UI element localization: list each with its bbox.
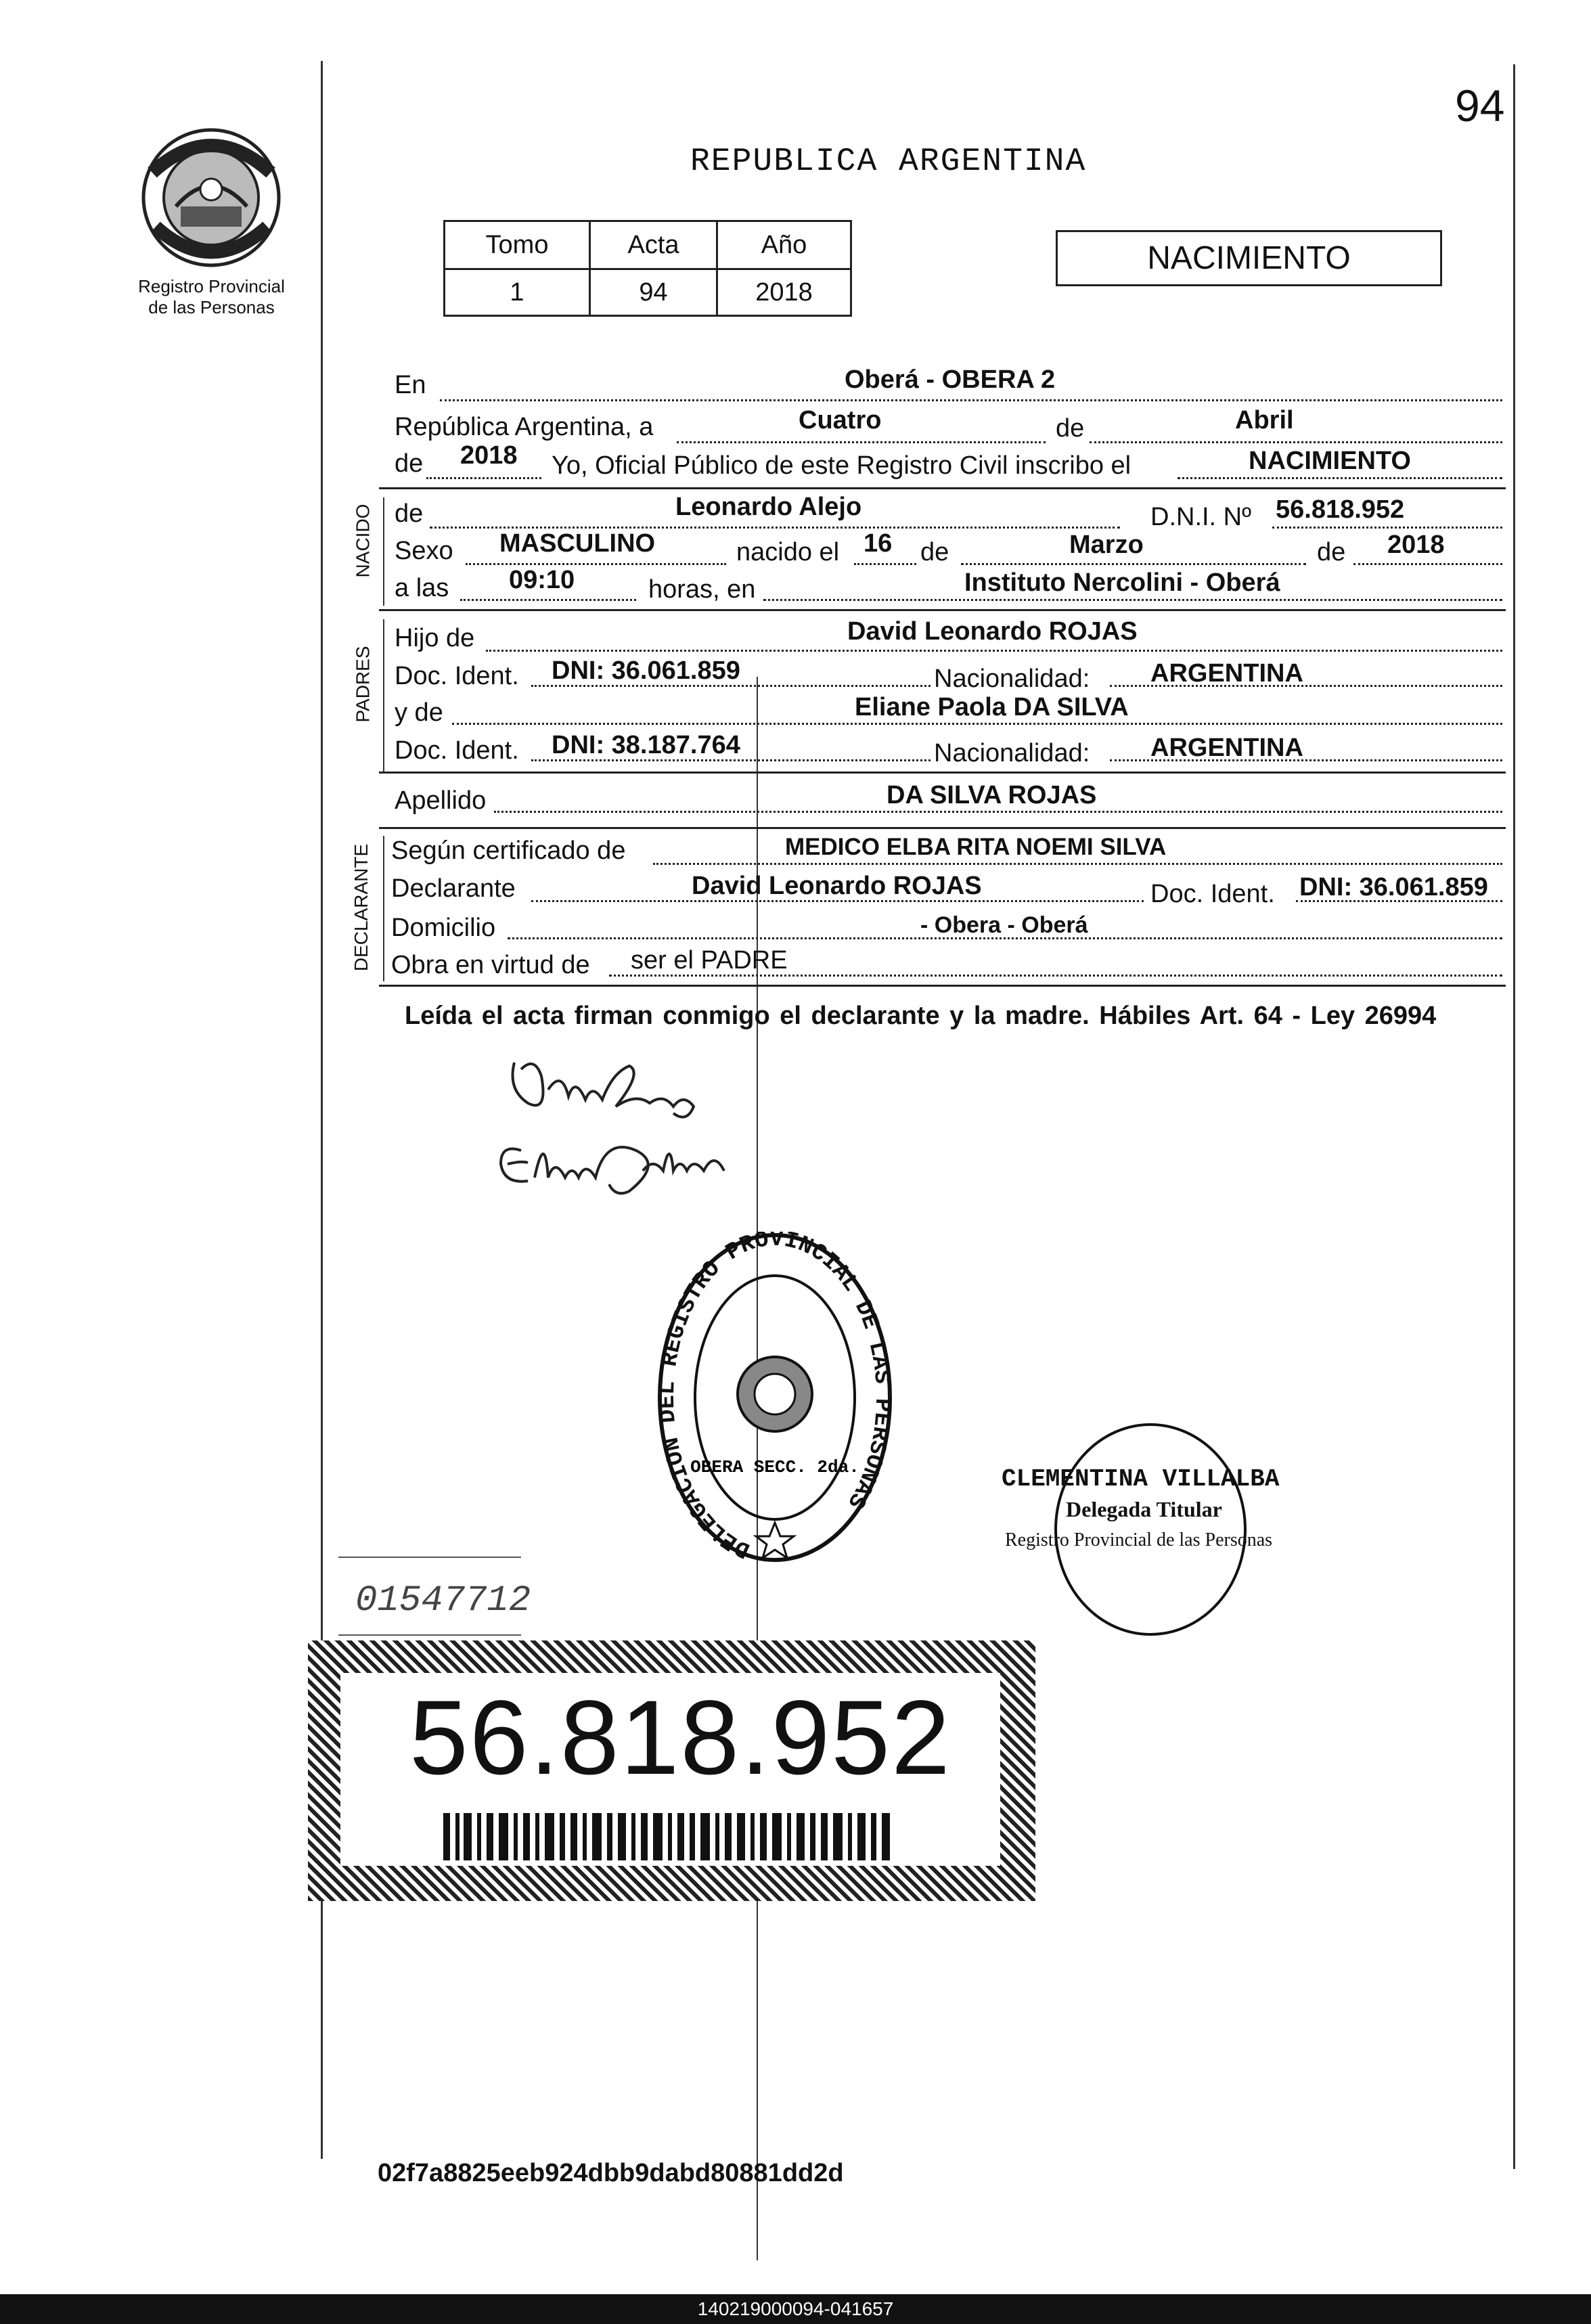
act-type-dots	[1178, 477, 1502, 479]
separator-1	[379, 487, 1506, 489]
child-dni-value: 56.818.952	[1276, 495, 1405, 524]
registry-line2: de las Personas	[148, 297, 275, 317]
separator-5	[379, 985, 1506, 987]
birth-year-value: 2018	[1387, 531, 1445, 559]
document-hash: 02f7a8825eeb924dbb9dabd80881dd2d	[378, 2159, 844, 2187]
day-value: Cuatro	[799, 406, 882, 434]
sex-value: MASCULINO	[499, 529, 656, 558]
father-nat-label: Nacionalidad:	[934, 665, 1090, 693]
tomo-header: Tomo	[445, 221, 590, 269]
day-dots	[677, 441, 1046, 443]
officer-text: Yo, Oficial Público de este Registro Civil inscribo el	[552, 451, 1131, 480]
official-title: Delegada Titular	[1066, 1497, 1222, 1521]
security-label	[308, 1640, 1035, 1901]
year-value: 2018	[460, 441, 518, 470]
father-name-value: David Leonardo ROJAS	[847, 617, 1138, 646]
declarant-doc-label: Doc. Ident.	[1150, 880, 1275, 908]
separator-4	[379, 827, 1506, 829]
register-value-row	[445, 269, 851, 316]
declarant-doc-value: DNI: 36.061.859	[1299, 873, 1488, 901]
republica-label: República Argentina, a	[395, 413, 654, 441]
a-las-label: a las	[395, 574, 449, 602]
place-value: Oberá - OBERA 2	[845, 365, 1056, 394]
child-name-dots	[430, 527, 1120, 529]
birth-year-dots	[1353, 563, 1502, 565]
label-barcode	[443, 1813, 890, 1860]
declarante-bracket	[383, 836, 384, 981]
certificate-value: MEDICO ELBA RITA NOEMI SILVA	[785, 834, 1167, 860]
padres-side-label: PADRES	[352, 646, 374, 723]
stamp-inner-text: OBERA SECC. 2da.	[690, 1457, 859, 1477]
separator-3	[379, 772, 1506, 774]
mother-nat-label: Nacionalidad:	[934, 739, 1090, 767]
provincial-seal	[139, 125, 284, 271]
label-number: 56.818.952	[409, 1679, 951, 1797]
stamp-outer-text: DELEGACION DEL REGISTRO PROVINCIAL DE LAS PERSONAS	[654, 1232, 895, 1563]
mother-signature	[487, 1123, 758, 1198]
birth-month-de-label: de	[920, 538, 949, 566]
yde-label: y de	[395, 698, 443, 727]
apellido-label: Apellido	[395, 786, 487, 815]
birth-year-de-label: de	[1317, 538, 1346, 566]
domicilio-label: Domicilio	[391, 914, 496, 942]
country-title: REPUBLICA ARGENTINA	[690, 143, 1087, 180]
act-type-value: NACIMIENTO	[1249, 447, 1411, 475]
acta-header: Acta	[590, 221, 717, 269]
obra-value: ser el PADRE	[631, 946, 788, 975]
surname-value: DA SILVA ROJAS	[887, 781, 1097, 809]
official-org: Registro Provincial de las Personas	[1005, 1529, 1273, 1550]
birth-month-value: Marzo	[1069, 531, 1144, 559]
year-de-label: de	[395, 449, 424, 478]
father-doc-value: DNI: 36.061.859	[552, 656, 740, 685]
birth-place-dots	[763, 599, 1502, 601]
footer-code: 140219000094-041657	[0, 2294, 1591, 2324]
register-header-row	[445, 221, 851, 269]
father-nat-value: ARGENTINA	[1150, 659, 1303, 688]
father-signature	[501, 1049, 717, 1123]
page-number: 94	[1455, 81, 1505, 131]
anio-value: 2018	[717, 269, 851, 316]
serial-bottom-line	[338, 1634, 521, 1636]
separator-2	[379, 609, 1506, 611]
father-doc-label: Doc. Ident.	[395, 662, 519, 690]
month-de-label: de	[1056, 414, 1085, 443]
certificate-dots	[653, 863, 1502, 865]
official-name: CLEMENTINA VILLALBA	[1002, 1465, 1280, 1493]
horas-label: horas, en	[648, 575, 756, 604]
registry-name	[102, 276, 321, 318]
acta-value: 94	[590, 269, 717, 316]
en-label: En	[395, 371, 426, 399]
year-dots	[426, 477, 541, 479]
mother-name-value: Eliane Paola DA SILVA	[855, 693, 1129, 721]
tomo-value: 1	[445, 269, 590, 316]
child-de-label: de	[395, 499, 424, 528]
en-dots	[440, 399, 1502, 401]
declarant-value: David Leonardo ROJAS	[692, 872, 982, 900]
hijo-label: Hijo de	[395, 624, 475, 652]
time-dots	[460, 599, 636, 601]
sexo-label: Sexo	[395, 537, 453, 565]
serial-small: 01547712	[355, 1580, 531, 1622]
father-dots	[486, 650, 1502, 652]
month-dots	[1090, 441, 1502, 443]
mother-doc-value: DNI: 38.187.764	[552, 731, 740, 759]
birth-day-value: 16	[864, 529, 893, 558]
padres-bracket	[383, 619, 384, 772]
birth-place-value: Instituto Nercolini - Oberá	[964, 568, 1280, 597]
segun-label: Según certificado de	[391, 836, 626, 865]
obra-label: Obra en virtud de	[391, 951, 590, 979]
act-type-box: NACIMIENTO	[1056, 230, 1442, 286]
mother-doc-label: Doc. Ident.	[395, 736, 519, 765]
anio-header: Año	[717, 221, 851, 269]
domicile-value: - Obera - Oberá	[920, 912, 1088, 938]
child-name-value: Leonardo Alejo	[675, 493, 862, 521]
surname-dots	[494, 811, 1502, 813]
nacido-el-label: nacido el	[736, 538, 840, 566]
dni-label: D.N.I. Nº	[1150, 503, 1251, 531]
right-margin-line	[1513, 64, 1515, 2169]
mother-dots	[452, 723, 1502, 725]
sex-dots	[466, 563, 726, 565]
nacido-bracket	[383, 497, 384, 606]
closing-text: Leída el acta firman conmigo el declarante y la madre. Hábiles Art. 64 - Ley 26994	[405, 1002, 1437, 1030]
birth-month-dots	[961, 563, 1306, 565]
declarante-label: Declarante	[391, 874, 516, 903]
month-value: Abril	[1235, 406, 1294, 434]
dni-dots	[1272, 527, 1502, 529]
registry-stamp	[653, 1232, 897, 1570]
birth-time-value: 09:10	[509, 566, 575, 594]
declarante-side-label: DECLARANTE	[351, 843, 372, 972]
registry-line1: Registro Provincial	[138, 276, 285, 296]
mother-nat-value: ARGENTINA	[1150, 734, 1303, 762]
serial-underline	[338, 1557, 521, 1558]
birth-day-dots	[854, 563, 916, 565]
register-table	[443, 220, 852, 317]
nacido-side-label: NACIDO	[352, 504, 374, 578]
